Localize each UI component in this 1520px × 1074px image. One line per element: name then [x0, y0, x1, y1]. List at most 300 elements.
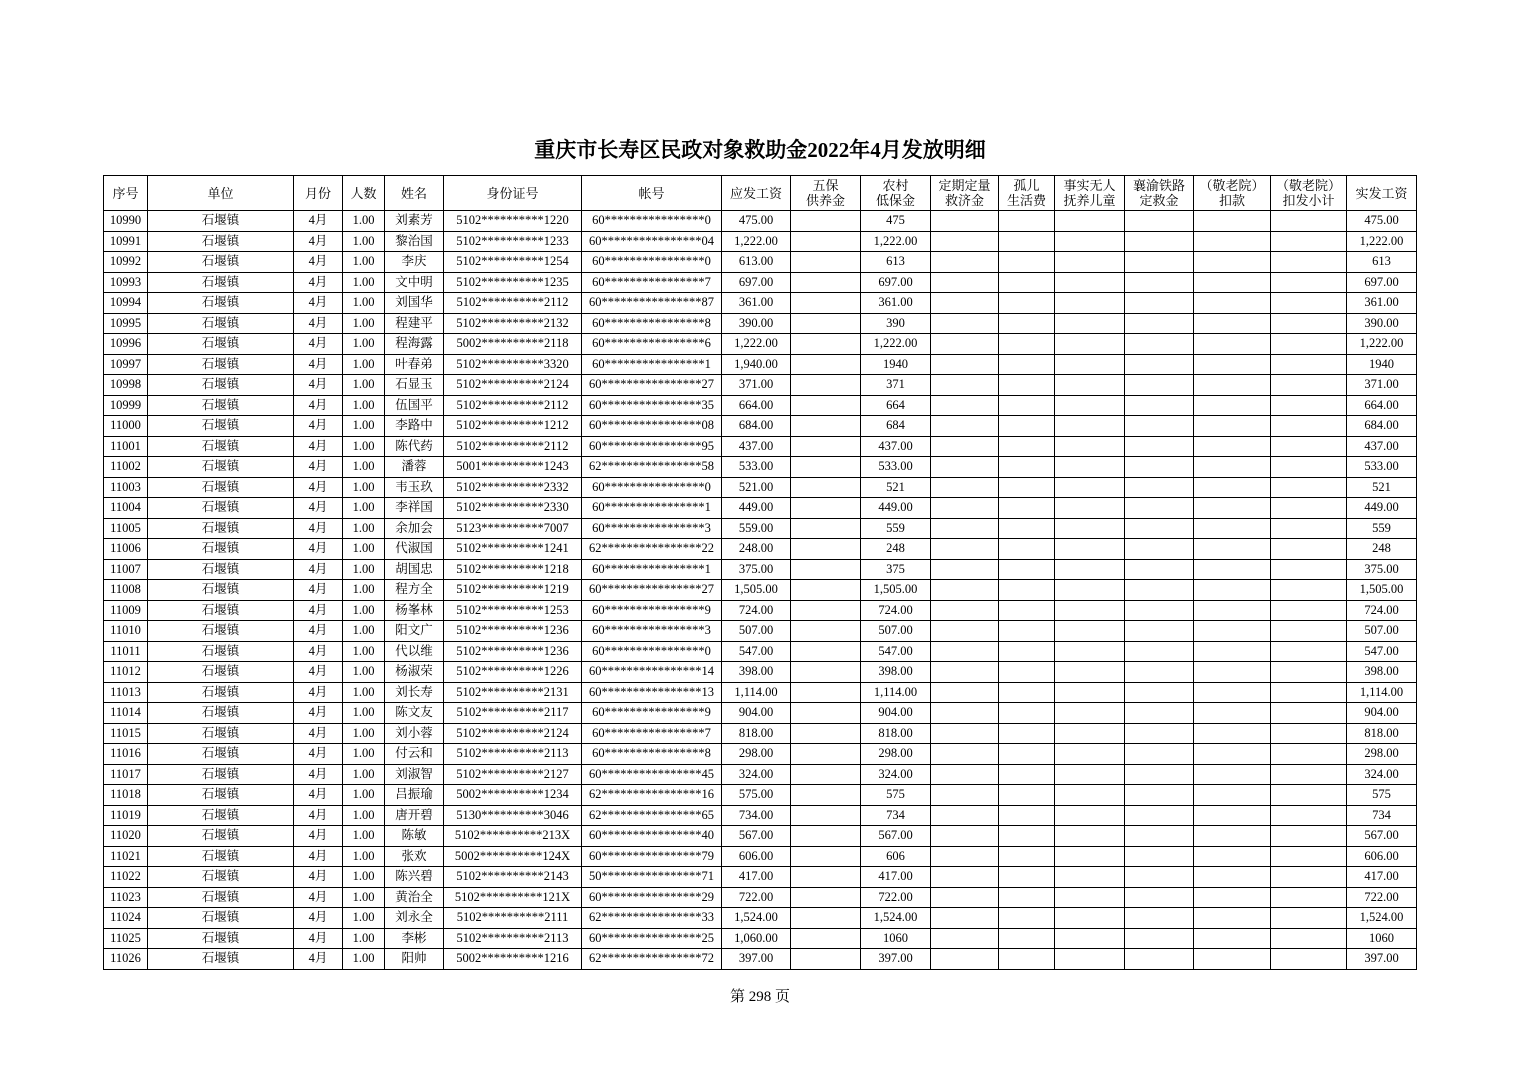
cell-seq: 11008: [104, 580, 148, 601]
cell-headcount: 1.00: [343, 826, 385, 847]
cell-headcount: 1.00: [343, 908, 385, 929]
cell-name: 韦玉玖: [385, 477, 444, 498]
cell-name: 李庆: [385, 252, 444, 273]
cell-nursing-home-subtotal: [1271, 928, 1347, 949]
cell-id-number: 5102**********1253: [444, 600, 582, 621]
cell-five-guarantee: [791, 313, 861, 334]
cell-account: 60****************27: [582, 580, 722, 601]
cell-railway-relief: [1125, 354, 1194, 375]
cell-five-guarantee: [791, 621, 861, 642]
cell-actual-paid: 533.00: [1347, 457, 1417, 478]
cell-actual-paid: 371.00: [1347, 375, 1417, 396]
cell-unsupported-children: [1055, 354, 1125, 375]
cell-nursing-home-deduction: [1194, 826, 1271, 847]
cell-unit: 石堰镇: [148, 395, 294, 416]
table-row: [104, 416, 1417, 437]
cell-id-number: 5102**********1241: [444, 539, 582, 560]
cell-nursing-home-deduction: [1194, 908, 1271, 929]
cell-unsupported-children: [1055, 887, 1125, 908]
cell-headcount: 1.00: [343, 416, 385, 437]
cell-actual-paid: 575: [1347, 785, 1417, 806]
cell-nursing-home-subtotal: [1271, 764, 1347, 785]
header-fixed-relief: 定期定量 救济金: [931, 176, 999, 211]
cell-nursing-home-subtotal: [1271, 867, 1347, 888]
cell-unit: 石堰镇: [148, 375, 294, 396]
cell-railway-relief: [1125, 436, 1194, 457]
cell-seq: 10992: [104, 252, 148, 273]
cell-account: 60****************1: [582, 559, 722, 580]
cell-rural-subsistence: 1,524.00: [861, 908, 931, 929]
cell-actual-paid: 1,222.00: [1347, 334, 1417, 355]
cell-five-guarantee: [791, 744, 861, 765]
cell-unit: 石堰镇: [148, 641, 294, 662]
cell-nursing-home-subtotal: [1271, 457, 1347, 478]
cell-unit: 石堰镇: [148, 887, 294, 908]
cell-headcount: 1.00: [343, 621, 385, 642]
cell-orphan-allowance: [999, 826, 1055, 847]
cell-five-guarantee: [791, 703, 861, 724]
cell-name: 杨峯林: [385, 600, 444, 621]
cell-fixed-relief: [931, 641, 999, 662]
cell-headcount: 1.00: [343, 949, 385, 970]
cell-id-number: 5102**********2143: [444, 867, 582, 888]
cell-five-guarantee: [791, 231, 861, 252]
cell-nursing-home-deduction: [1194, 498, 1271, 519]
cell-five-guarantee: [791, 354, 861, 375]
cell-month: 4月: [294, 826, 343, 847]
cell-seq: 11022: [104, 867, 148, 888]
cell-fixed-relief: [931, 375, 999, 396]
cell-month: 4月: [294, 313, 343, 334]
cell-rural-subsistence: 722.00: [861, 887, 931, 908]
cell-rural-subsistence: 904.00: [861, 703, 931, 724]
cell-nursing-home-deduction: [1194, 457, 1271, 478]
cell-payable: 724.00: [722, 600, 791, 621]
header-payable: 应发工资: [722, 176, 791, 211]
cell-nursing-home-deduction: [1194, 313, 1271, 334]
cell-month: 4月: [294, 334, 343, 355]
cell-payable: 664.00: [722, 395, 791, 416]
cell-railway-relief: [1125, 805, 1194, 826]
cell-unsupported-children: [1055, 867, 1125, 888]
cell-headcount: 1.00: [343, 928, 385, 949]
cell-railway-relief: [1125, 846, 1194, 867]
cell-orphan-allowance: [999, 764, 1055, 785]
cell-payable: 390.00: [722, 313, 791, 334]
cell-account: 60****************8: [582, 744, 722, 765]
cell-unit: 石堰镇: [148, 272, 294, 293]
cell-seq: 11005: [104, 518, 148, 539]
cell-fixed-relief: [931, 744, 999, 765]
cell-railway-relief: [1125, 518, 1194, 539]
cell-month: 4月: [294, 252, 343, 273]
cell-nursing-home-deduction: [1194, 354, 1271, 375]
cell-month: 4月: [294, 539, 343, 560]
cell-unsupported-children: [1055, 293, 1125, 314]
cell-nursing-home-subtotal: [1271, 887, 1347, 908]
cell-railway-relief: [1125, 744, 1194, 765]
cell-rural-subsistence: 1060: [861, 928, 931, 949]
cell-id-number: 5102**********2112: [444, 436, 582, 457]
cell-actual-paid: 818.00: [1347, 723, 1417, 744]
table-row: [104, 682, 1417, 703]
cell-payable: 606.00: [722, 846, 791, 867]
cell-id-number: 5102**********3320: [444, 354, 582, 375]
cell-name: 张欢: [385, 846, 444, 867]
cell-seq: 11012: [104, 662, 148, 683]
cell-id-number: 5123**********7007: [444, 518, 582, 539]
cell-five-guarantee: [791, 457, 861, 478]
cell-nursing-home-deduction: [1194, 416, 1271, 437]
cell-payable: 475.00: [722, 211, 791, 232]
cell-account: 60****************3: [582, 621, 722, 642]
header-unit: 单位: [148, 176, 294, 211]
cell-unsupported-children: [1055, 580, 1125, 601]
cell-account: 60****************0: [582, 641, 722, 662]
table-row: [104, 211, 1417, 232]
cell-name: 杨淑荣: [385, 662, 444, 683]
cell-payable: 575.00: [722, 785, 791, 806]
cell-payable: 324.00: [722, 764, 791, 785]
cell-nursing-home-deduction: [1194, 580, 1271, 601]
cell-month: 4月: [294, 621, 343, 642]
cell-name: 陈文友: [385, 703, 444, 724]
cell-nursing-home-subtotal: [1271, 395, 1347, 416]
cell-rural-subsistence: 818.00: [861, 723, 931, 744]
cell-payable: 417.00: [722, 867, 791, 888]
cell-actual-paid: 449.00: [1347, 498, 1417, 519]
cell-seq: 11009: [104, 600, 148, 621]
cell-account: 60****************27: [582, 375, 722, 396]
cell-unit: 石堰镇: [148, 785, 294, 806]
cell-account: 62****************22: [582, 539, 722, 560]
cell-id-number: 5002**********2118: [444, 334, 582, 355]
cell-rural-subsistence: 390: [861, 313, 931, 334]
cell-month: 4月: [294, 846, 343, 867]
cell-headcount: 1.00: [343, 867, 385, 888]
cell-railway-relief: [1125, 641, 1194, 662]
cell-id-number: 5102**********2113: [444, 744, 582, 765]
cell-account: 60****************0: [582, 252, 722, 273]
cell-id-number: 5102**********2117: [444, 703, 582, 724]
cell-month: 4月: [294, 641, 343, 662]
cell-nursing-home-subtotal: [1271, 375, 1347, 396]
cell-name: 余加会: [385, 518, 444, 539]
cell-fixed-relief: [931, 580, 999, 601]
cell-five-guarantee: [791, 477, 861, 498]
cell-payable: 1,524.00: [722, 908, 791, 929]
header-nursing-home-subtotal: （敬老院） 扣发小计: [1271, 176, 1347, 211]
cell-actual-paid: 507.00: [1347, 621, 1417, 642]
cell-month: 4月: [294, 354, 343, 375]
cell-unsupported-children: [1055, 621, 1125, 642]
cell-name: 刘永全: [385, 908, 444, 929]
cell-actual-paid: 684.00: [1347, 416, 1417, 437]
cell-fixed-relief: [931, 928, 999, 949]
cell-id-number: 5001**********1243: [444, 457, 582, 478]
cell-month: 4月: [294, 272, 343, 293]
cell-payable: 567.00: [722, 826, 791, 847]
cell-orphan-allowance: [999, 621, 1055, 642]
cell-fixed-relief: [931, 334, 999, 355]
cell-fixed-relief: [931, 662, 999, 683]
header-row: [104, 176, 1417, 211]
cell-fixed-relief: [931, 395, 999, 416]
cell-payable: 521.00: [722, 477, 791, 498]
cell-five-guarantee: [791, 887, 861, 908]
cell-rural-subsistence: 547.00: [861, 641, 931, 662]
cell-month: 4月: [294, 805, 343, 826]
cell-nursing-home-deduction: [1194, 682, 1271, 703]
cell-month: 4月: [294, 559, 343, 580]
cell-seq: 10997: [104, 354, 148, 375]
cell-unit: 石堰镇: [148, 457, 294, 478]
cell-nursing-home-deduction: [1194, 395, 1271, 416]
cell-fixed-relief: [931, 498, 999, 519]
cell-id-number: 5102**********1219: [444, 580, 582, 601]
cell-nursing-home-deduction: [1194, 723, 1271, 744]
cell-unit: 石堰镇: [148, 826, 294, 847]
cell-unit: 石堰镇: [148, 703, 294, 724]
cell-unit: 石堰镇: [148, 600, 294, 621]
cell-payable: 684.00: [722, 416, 791, 437]
cell-orphan-allowance: [999, 846, 1055, 867]
cell-name: 陈代药: [385, 436, 444, 457]
cell-actual-paid: 375.00: [1347, 559, 1417, 580]
cell-nursing-home-subtotal: [1271, 949, 1347, 970]
table-row: [104, 498, 1417, 519]
cell-month: 4月: [294, 518, 343, 539]
table-row: [104, 846, 1417, 867]
cell-five-guarantee: [791, 211, 861, 232]
cell-fixed-relief: [931, 211, 999, 232]
cell-payable: 734.00: [722, 805, 791, 826]
cell-unsupported-children: [1055, 723, 1125, 744]
table-row: [104, 539, 1417, 560]
cell-railway-relief: [1125, 621, 1194, 642]
table-row: [104, 785, 1417, 806]
cell-unit: 石堰镇: [148, 252, 294, 273]
cell-id-number: 5102**********213X: [444, 826, 582, 847]
cell-unit: 石堰镇: [148, 580, 294, 601]
cell-actual-paid: 397.00: [1347, 949, 1417, 970]
cell-unit: 石堰镇: [148, 231, 294, 252]
cell-five-guarantee: [791, 375, 861, 396]
cell-seq: 11023: [104, 887, 148, 908]
cell-five-guarantee: [791, 334, 861, 355]
cell-name: 唐开碧: [385, 805, 444, 826]
cell-orphan-allowance: [999, 580, 1055, 601]
cell-seq: 11018: [104, 785, 148, 806]
cell-month: 4月: [294, 416, 343, 437]
table-row: [104, 559, 1417, 580]
cell-railway-relief: [1125, 662, 1194, 683]
cell-month: 4月: [294, 293, 343, 314]
cell-orphan-allowance: [999, 252, 1055, 273]
cell-orphan-allowance: [999, 436, 1055, 457]
cell-orphan-allowance: [999, 682, 1055, 703]
cell-seq: 11025: [104, 928, 148, 949]
cell-orphan-allowance: [999, 805, 1055, 826]
cell-nursing-home-subtotal: [1271, 580, 1347, 601]
cell-nursing-home-subtotal: [1271, 211, 1347, 232]
cell-nursing-home-subtotal: [1271, 334, 1347, 355]
cell-payable: 437.00: [722, 436, 791, 457]
cell-nursing-home-subtotal: [1271, 498, 1347, 519]
cell-headcount: 1.00: [343, 518, 385, 539]
cell-nursing-home-subtotal: [1271, 805, 1347, 826]
cell-rural-subsistence: 375: [861, 559, 931, 580]
cell-account: 60****************04: [582, 231, 722, 252]
cell-actual-paid: 390.00: [1347, 313, 1417, 334]
cell-id-number: 5102**********1236: [444, 641, 582, 662]
cell-name: 吕振瑜: [385, 785, 444, 806]
cell-month: 4月: [294, 764, 343, 785]
cell-id-number: 5102**********2332: [444, 477, 582, 498]
cell-rural-subsistence: 361.00: [861, 293, 931, 314]
cell-orphan-allowance: [999, 416, 1055, 437]
cell-nursing-home-deduction: [1194, 252, 1271, 273]
cell-actual-paid: 1,505.00: [1347, 580, 1417, 601]
cell-nursing-home-deduction: [1194, 641, 1271, 662]
cell-account: 60****************45: [582, 764, 722, 785]
cell-nursing-home-subtotal: [1271, 539, 1347, 560]
cell-orphan-allowance: [999, 744, 1055, 765]
cell-unsupported-children: [1055, 231, 1125, 252]
cell-rural-subsistence: 1,222.00: [861, 231, 931, 252]
cell-payable: 398.00: [722, 662, 791, 683]
cell-nursing-home-subtotal: [1271, 416, 1347, 437]
cell-headcount: 1.00: [343, 682, 385, 703]
cell-id-number: 5102**********2131: [444, 682, 582, 703]
cell-rural-subsistence: 533.00: [861, 457, 931, 478]
header-actual-paid: 实发工资: [1347, 176, 1417, 211]
cell-account: 60****************6: [582, 334, 722, 355]
cell-unsupported-children: [1055, 559, 1125, 580]
cell-unit: 石堰镇: [148, 621, 294, 642]
cell-actual-paid: 1,222.00: [1347, 231, 1417, 252]
cell-nursing-home-subtotal: [1271, 272, 1347, 293]
cell-orphan-allowance: [999, 354, 1055, 375]
cell-actual-paid: 559: [1347, 518, 1417, 539]
cell-rural-subsistence: 613: [861, 252, 931, 273]
cell-fixed-relief: [931, 805, 999, 826]
cell-id-number: 5102**********2113: [444, 928, 582, 949]
cell-five-guarantee: [791, 436, 861, 457]
cell-unsupported-children: [1055, 805, 1125, 826]
header-headcount: 人数: [343, 176, 385, 211]
cell-actual-paid: 697.00: [1347, 272, 1417, 293]
cell-actual-paid: 1,114.00: [1347, 682, 1417, 703]
table-row: [104, 375, 1417, 396]
table-row: [104, 272, 1417, 293]
cell-unit: 石堰镇: [148, 477, 294, 498]
table-row: [104, 395, 1417, 416]
cell-five-guarantee: [791, 867, 861, 888]
cell-month: 4月: [294, 375, 343, 396]
cell-unsupported-children: [1055, 785, 1125, 806]
cell-id-number: 5130**********3046: [444, 805, 582, 826]
cell-fixed-relief: [931, 621, 999, 642]
cell-id-number: 5102**********2124: [444, 375, 582, 396]
cell-fixed-relief: [931, 272, 999, 293]
cell-fixed-relief: [931, 559, 999, 580]
cell-id-number: 5102**********2111: [444, 908, 582, 929]
cell-unsupported-children: [1055, 211, 1125, 232]
cell-fixed-relief: [931, 313, 999, 334]
cell-unsupported-children: [1055, 477, 1125, 498]
header-orphan-allowance: 孤儿 生活费: [999, 176, 1055, 211]
cell-payable: 361.00: [722, 293, 791, 314]
cell-fixed-relief: [931, 477, 999, 498]
cell-railway-relief: [1125, 600, 1194, 621]
cell-nursing-home-subtotal: [1271, 703, 1347, 724]
cell-five-guarantee: [791, 785, 861, 806]
page-title: 重庆市长寿区民政对象救助金2022年4月发放明细: [534, 138, 986, 162]
cell-five-guarantee: [791, 272, 861, 293]
cell-actual-paid: 475.00: [1347, 211, 1417, 232]
cell-unsupported-children: [1055, 416, 1125, 437]
cell-unsupported-children: [1055, 395, 1125, 416]
cell-fixed-relief: [931, 600, 999, 621]
cell-unit: 石堰镇: [148, 744, 294, 765]
cell-month: 4月: [294, 682, 343, 703]
cell-unit: 石堰镇: [148, 764, 294, 785]
cell-seq: 11004: [104, 498, 148, 519]
cell-id-number: 5102**********2132: [444, 313, 582, 334]
cell-month: 4月: [294, 211, 343, 232]
cell-actual-paid: 1940: [1347, 354, 1417, 375]
cell-railway-relief: [1125, 416, 1194, 437]
cell-month: 4月: [294, 231, 343, 252]
cell-payable: 613.00: [722, 252, 791, 273]
cell-nursing-home-subtotal: [1271, 826, 1347, 847]
cell-unsupported-children: [1055, 313, 1125, 334]
cell-headcount: 1.00: [343, 600, 385, 621]
cell-nursing-home-deduction: [1194, 272, 1271, 293]
cell-account: 62****************58: [582, 457, 722, 478]
cell-nursing-home-subtotal: [1271, 723, 1347, 744]
table-row: [104, 580, 1417, 601]
header-seq: 序号: [104, 176, 148, 211]
cell-month: 4月: [294, 436, 343, 457]
cell-fixed-relief: [931, 252, 999, 273]
cell-actual-paid: 734: [1347, 805, 1417, 826]
cell-headcount: 1.00: [343, 375, 385, 396]
cell-fixed-relief: [931, 785, 999, 806]
cell-headcount: 1.00: [343, 662, 385, 683]
cell-id-number: 5102**********1236: [444, 621, 582, 642]
cell-nursing-home-subtotal: [1271, 785, 1347, 806]
cell-account: 60****************08: [582, 416, 722, 437]
header-month: 月份: [294, 176, 343, 211]
cell-nursing-home-subtotal: [1271, 293, 1347, 314]
cell-nursing-home-subtotal: [1271, 621, 1347, 642]
cell-nursing-home-deduction: [1194, 887, 1271, 908]
cell-seq: 11006: [104, 539, 148, 560]
cell-payable: 1,114.00: [722, 682, 791, 703]
cell-nursing-home-deduction: [1194, 621, 1271, 642]
cell-five-guarantee: [791, 928, 861, 949]
cell-actual-paid: 567.00: [1347, 826, 1417, 847]
cell-orphan-allowance: [999, 539, 1055, 560]
cell-fixed-relief: [931, 539, 999, 560]
cell-unsupported-children: [1055, 928, 1125, 949]
cell-rural-subsistence: 575: [861, 785, 931, 806]
cell-nursing-home-subtotal: [1271, 477, 1347, 498]
header-rural-subsistence: 农村 低保金: [861, 176, 931, 211]
cell-railway-relief: [1125, 764, 1194, 785]
